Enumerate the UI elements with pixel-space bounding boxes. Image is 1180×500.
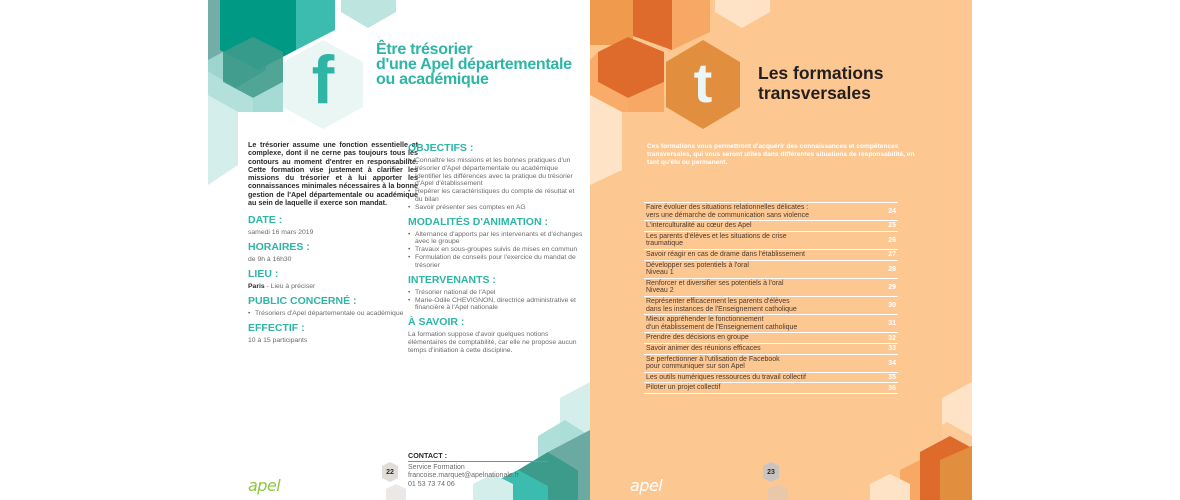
toc-label: Piloter un projet collectif	[646, 384, 721, 392]
a-savoir-text: La formation suppose d'avoir quelques notions élémentaires de comptabilité, car elle ne propose aucun temps d'initiation à cette discipline.	[408, 330, 577, 354]
contact-email[interactable]: francoise.marquet@apelnationale.fr	[408, 472, 520, 480]
toc-entry[interactable]	[644, 297, 898, 315]
toc-label: Développer ses potentiels à l'oral Niveau 1	[646, 261, 749, 277]
lieu-value	[248, 283, 418, 291]
title-line: d'une Apel départementale	[376, 56, 572, 73]
horaires-value: de 9h à 16h30	[248, 256, 292, 263]
intervenants-heading: INTERVENANTS :	[408, 273, 496, 286]
formation-title	[376, 42, 586, 87]
intervenants-list	[408, 289, 583, 312]
contact-block	[408, 451, 548, 489]
page-number: 23	[767, 469, 775, 476]
date-heading: DATE :	[248, 214, 283, 226]
letter-f-icon: f	[311, 42, 335, 118]
toc-page-number: 28	[888, 265, 896, 273]
toc-page-number: 35	[888, 373, 896, 381]
page-23	[590, 0, 972, 500]
horaires-heading: HORAIRES :	[248, 241, 310, 253]
toc-label: Les parents d'élèves et les situations de crise traumatique	[646, 232, 787, 248]
lieu-detail: - Lieu à préciser	[264, 283, 316, 290]
list-item: • Formulation de conseils pour l'exercice du mandat de trésorier	[408, 254, 583, 269]
toc-page-number: 27	[888, 251, 896, 259]
toc-page-number: 30	[888, 302, 896, 310]
list-item: • Alternance d'apports par les intervenants et d'échanges avec le groupe	[408, 231, 583, 246]
contact-phone: 01 53 73 74 06	[408, 480, 455, 488]
intro-paragraph: Le trésorier assume une fonction essentielle et complexe, dont il ne cerne pas toujours tous les contours au moment d'entrer en responsabilité. Cette formation vise justement à clarifier les missions du trésorier et à lui apporter les connaissances minimales nécessaires à la bonne gestion de l'Apel départementale ou académique au sein de laquelle il exerce son mandat.	[248, 140, 418, 208]
apel-logo: apel	[630, 476, 663, 495]
table-of-contents	[644, 202, 898, 394]
apel-logo: apel	[248, 476, 281, 495]
title-line: Être trésorier	[376, 41, 473, 58]
a-savoir-heading: À SAVOIR :	[408, 315, 465, 328]
list-item: • Marie-Odile CHEVIGNON, directrice administrative et financière à l'Apel nationale	[408, 297, 583, 312]
toc-label: Prendre des décisions en groupe	[646, 334, 749, 342]
lieu-city: Paris	[248, 283, 265, 290]
divider	[408, 461, 548, 462]
effectif-heading: EFFECTIF :	[248, 321, 305, 334]
public-list	[248, 310, 418, 318]
toc-page-number: 26	[888, 236, 896, 244]
toc-entry[interactable]	[644, 383, 898, 394]
toc-page-number: 34	[888, 359, 896, 367]
toc-label: Faire évoluer des situations relationnelles délicates : vers une démarche de communication sans violence	[646, 204, 810, 219]
page-22	[208, 0, 590, 500]
info-column-left	[248, 210, 418, 349]
list-item: • Repérer les caractéristiques du compte de résultat et du bilan	[408, 188, 583, 203]
toc-label: Mieux appréhender le fonctionnement d'un établissement de l'Enseignement catholique	[646, 316, 798, 331]
list-item: • Trésorier national de l'Apel	[408, 289, 583, 297]
list-item: • Savoir présenter ses comptes en AG	[408, 204, 583, 212]
list-item: • Travaux en sous-groupes suivis de mises en commun	[408, 246, 583, 254]
toc-entry[interactable]	[644, 315, 898, 333]
toc-page-number: 29	[888, 283, 896, 291]
toc-label: Renforcer et diversifier ses potentiels à l'oral Niveau 2	[646, 279, 784, 295]
title-line: Les formations	[758, 63, 884, 83]
toc-page-number: 33	[888, 345, 896, 353]
toc-entry[interactable]	[644, 344, 898, 355]
toc-label: Les outils numériques ressources du travail collectif	[646, 373, 806, 381]
info-column-right	[408, 138, 583, 359]
effectif-value: 10 à 15 participants	[248, 336, 308, 344]
toc-label: Se perfectionner à l'utilisation de Facebook pour communiquer sur son Apel	[646, 355, 780, 371]
toc-page-number: 32	[888, 334, 896, 342]
page-number: 22	[386, 469, 394, 476]
intro-paragraph: Ces formations vous permettront d'acquérir des connaissances et compétences transversales, qui vous seront utiles dans différentes situations de responsabilité, en tant qu'élu ou permanent.	[647, 143, 915, 166]
toc-page-number: 25	[888, 222, 896, 230]
modalites-list	[408, 231, 583, 270]
toc-page-number: 36	[888, 384, 896, 392]
title-line: transversales	[758, 83, 871, 103]
toc-label: Savoir animer des réunions efficaces	[646, 344, 761, 352]
toc-entry[interactable]	[644, 333, 898, 344]
toc-page-number: 31	[888, 320, 896, 328]
title-line: ou académique	[376, 71, 489, 88]
toc-entry[interactable]	[644, 279, 898, 297]
public-heading: PUBLIC CONCERNÉ :	[248, 295, 357, 307]
contact-heading: CONTACT :	[408, 451, 447, 460]
contact-service: Service Formation	[408, 464, 465, 471]
toc-label: Représenter efficacement les parents d'élèves dans les instances de l'Enseignement catholique	[646, 297, 797, 313]
section-title	[758, 63, 958, 103]
toc-label: L'interculturalité au cœur des Apel	[646, 222, 752, 230]
toc-entry[interactable]	[644, 232, 898, 250]
toc-entry[interactable]	[644, 250, 898, 261]
list-item: • Trésoriers d'Apel départementale ou académique	[248, 310, 418, 318]
date-value: samedi 16 mars 2019	[248, 229, 314, 236]
modalites-heading: MODALITÉS D'ANIMATION :	[408, 215, 548, 228]
list-item: • Connaître les missions et les bonnes pratiques d'un trésorier d'Apel départementale ou académique	[408, 157, 583, 172]
toc-entry[interactable]	[644, 221, 898, 232]
toc-entry[interactable]	[644, 202, 898, 221]
toc-page-number: 24	[888, 208, 896, 216]
list-item: • Identifier les différences avec la pratique du trésorier d'Apel d'établissement	[408, 173, 583, 188]
letter-t-icon: t	[693, 51, 713, 114]
toc-label: Savoir réagir en cas de drame dans l'établissement	[646, 250, 805, 258]
objectifs-list	[408, 157, 583, 212]
lieu-heading: LIEU :	[248, 268, 279, 280]
toc-entry[interactable]	[644, 355, 898, 373]
objectifs-heading: OBJECTIFS :	[408, 142, 474, 154]
toc-entry[interactable]	[644, 373, 898, 384]
toc-entry[interactable]	[644, 261, 898, 279]
